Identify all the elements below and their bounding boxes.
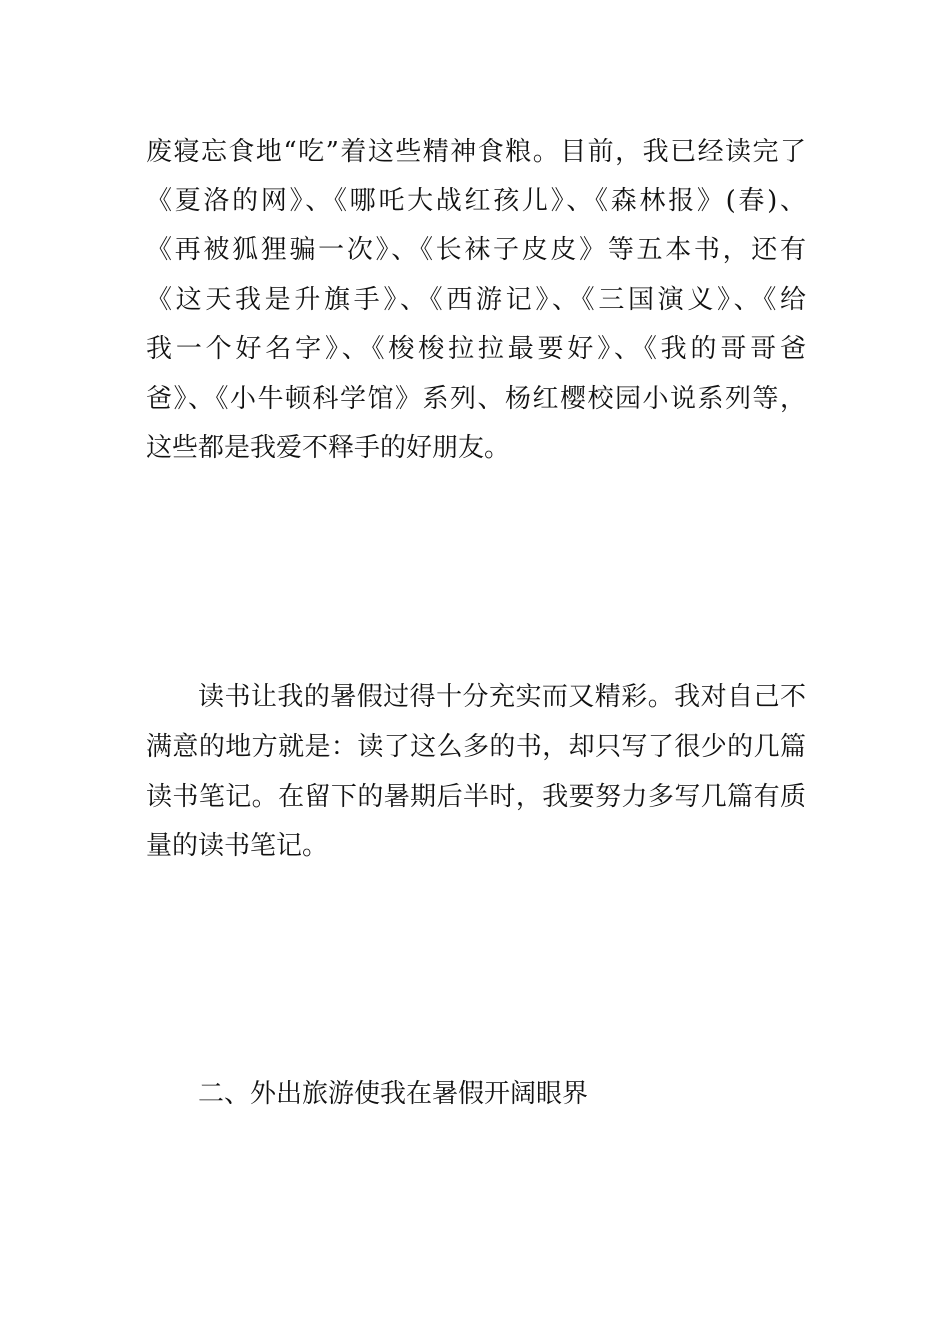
paragraph-1-line-4: 《这天我是升旗手》、《西游记》、《三国演义》、《给 — [146, 285, 806, 315]
paragraph-1-line-5: 我一个好名字》、《梭梭拉拉最要好》、《我的哥哥爸 — [146, 334, 806, 364]
paragraph-2-line-3: 读书笔记。在留下的暑期后半时，我要努力多写几篇有质 — [146, 782, 806, 812]
paragraph-1-line-6: 爸》、《小牛顿科学馆》系列、杨红樱校园小说系列等， — [146, 384, 806, 414]
paragraph-2-line-1: 读书让我的暑假过得十分充实而又精彩。我对自己不 — [198, 682, 806, 712]
paragraph-1-line-3: 《再被狐狸骗一次》、《长袜子皮皮》等五本书，还有 — [146, 235, 806, 265]
paragraph-2-line-2: 满意的地方就是：读了这么多的书，却只写了很少的几篇 — [146, 732, 806, 762]
paragraph-1-line-1: 废寝忘食地“吃”着这些精神食粮。目前，我已经读完了 — [146, 137, 806, 167]
section-heading: 二、外出旅游使我在暑假开阔眼界 — [198, 1079, 589, 1109]
paragraph-1-line-2: 《夏洛的网》、《哪吒大战红孩儿》、《森林报》(春)、 — [146, 186, 806, 216]
paragraph-1-line-7: 这些都是我爱不释手的好朋友。 — [146, 433, 511, 463]
paragraph-2-line-4: 量的读书笔记。 — [146, 831, 329, 861]
